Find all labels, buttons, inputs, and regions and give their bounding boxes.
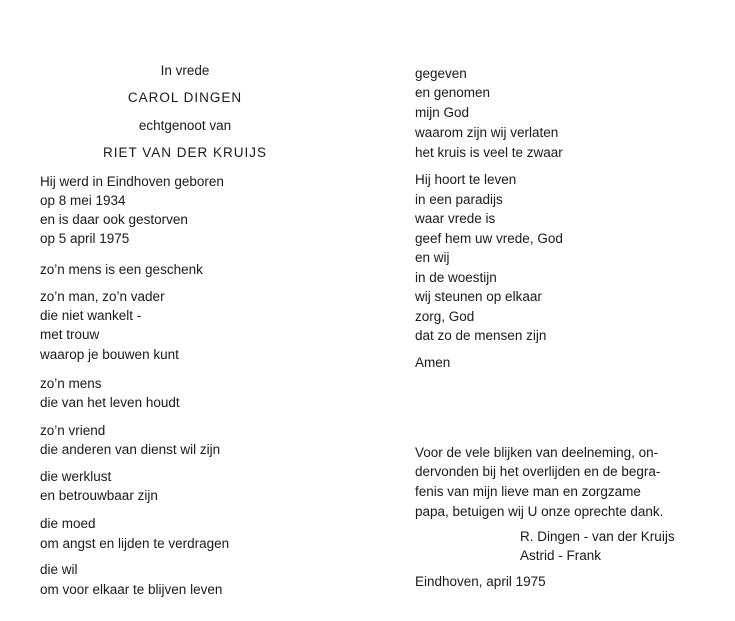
poem-line: die moed [40, 516, 96, 531]
poem-line: wij steunen op elkaar [415, 289, 542, 304]
poem-line: met trouw [40, 327, 100, 342]
poem-line: om angst en lijden te verdragen [40, 536, 230, 551]
poem-line: en wij [415, 250, 450, 265]
bio-line: en is daar ook gestorven [40, 212, 188, 227]
poem-line: zo’n mens [40, 376, 102, 391]
poem-line: en betrouwbaar zijn [40, 488, 158, 503]
deceased-name: CAROL DINGEN [127, 90, 243, 105]
poem-line: zo’n mens is een geschenk [40, 262, 203, 277]
poem-line: om voor elkaar te blijven leven [40, 582, 223, 597]
poem-line: die werklust [40, 469, 112, 484]
poem-line: waar vrede is [415, 211, 496, 226]
signature-line: R. Dingen - van der Kruijs [520, 529, 675, 544]
thanks-line: papa, betuigen wij U onze oprechte dank. [415, 504, 664, 519]
poem-line: mijn God [415, 105, 470, 120]
bio-line: Hij werd in Eindhoven geboren [40, 174, 224, 189]
signature-line: Astrid - Frank [520, 548, 602, 563]
spouse-name: RIET VAN DER KRUIJS [102, 145, 268, 160]
thanks-line: fenis van mijn lieve man en zorgzame [415, 484, 641, 499]
poem-line: die wil [40, 562, 78, 577]
poem-line: dat zo de mensen zijn [415, 328, 547, 343]
place-date: Eindhoven, april 1975 [415, 574, 546, 589]
amen-text: Amen [415, 355, 451, 370]
thanks-line: Voor de vele blijken van deelneming, on- [415, 445, 659, 460]
poem-line: waarop je bouwen kunt [40, 347, 179, 362]
poem-line: die van het leven houdt [40, 395, 180, 410]
poem-line: die anderen van dienst wil zijn [40, 442, 221, 457]
thanks-line: dervonden bij het overlijden en de begra- [415, 464, 661, 479]
poem-line: die niet wankelt - [40, 308, 142, 323]
poem-line: het kruis is veel te zwaar [415, 145, 563, 160]
poem-line: geef hem uw vrede, God [415, 231, 563, 246]
poem-line: en genomen [415, 85, 491, 100]
poem-line: in de woestijn [415, 270, 497, 285]
poem-line: zorg, God [415, 309, 475, 324]
bio-line: op 5 april 1975 [40, 231, 130, 246]
relation-text: echtgenoot van [138, 118, 232, 133]
poem-line: gegeven [415, 66, 467, 81]
bio-line: op 8 mei 1934 [40, 193, 126, 208]
intro-text: In vrede [160, 63, 210, 78]
poem-line: zo’n man, zo’n vader [40, 289, 165, 304]
poem-line: waarom zijn wij verlaten [415, 125, 559, 140]
poem-line: zo’n vriend [40, 423, 106, 438]
poem-line: in een paradijs [415, 192, 503, 207]
poem-line: Hij hoort te leven [415, 172, 517, 187]
